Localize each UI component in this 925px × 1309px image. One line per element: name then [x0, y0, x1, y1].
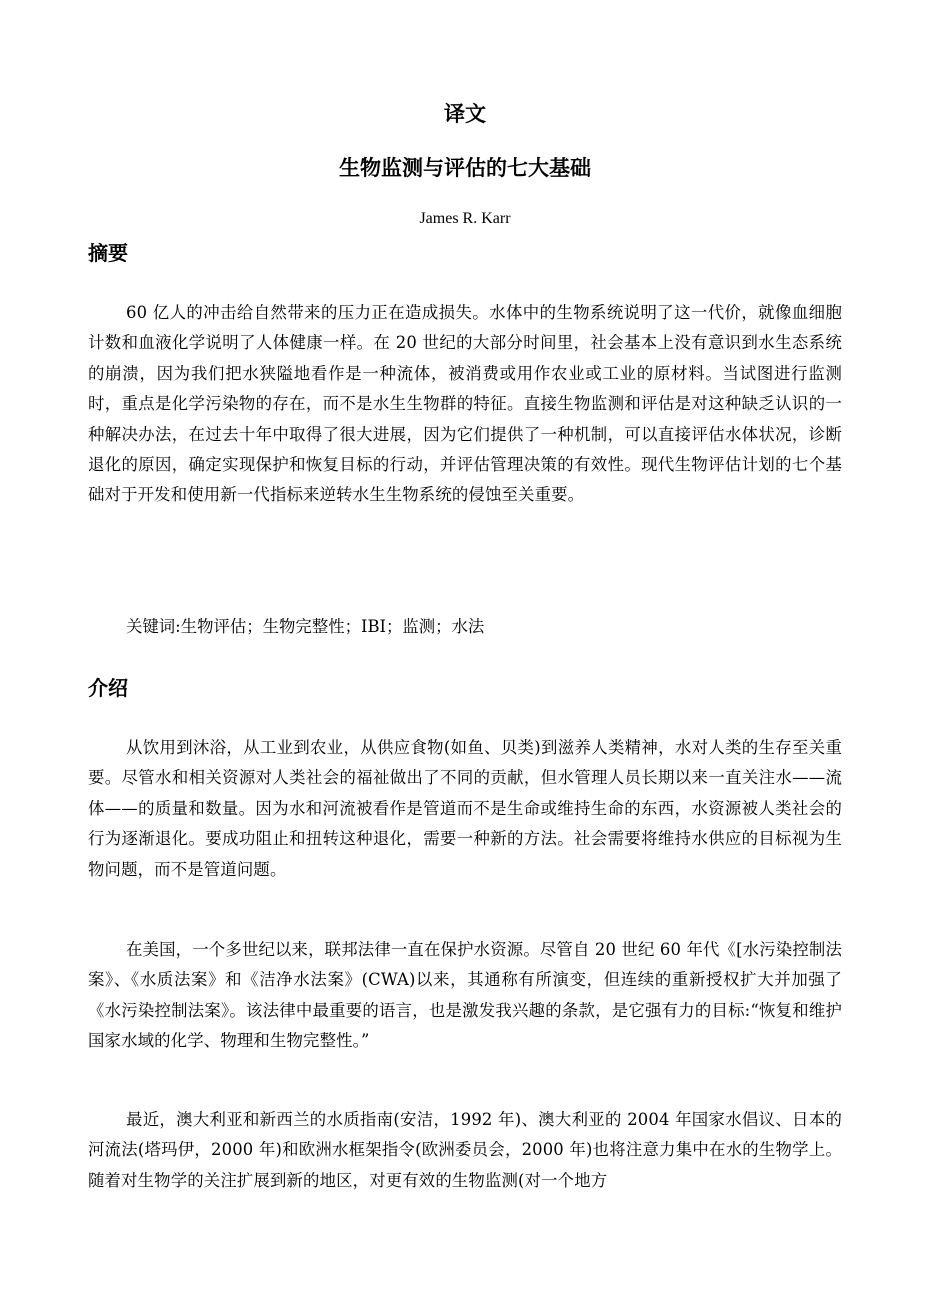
- abstract-heading: 摘要: [88, 241, 128, 265]
- introduction-paragraph-3: 最近，澳大利亚和新西兰的水质指南(安洁，1992 年)、澳大利亚的 2004 年国家水倡议、日本的河流法(塔玛伊，2000 年)和欧洲水框架指令(欧洲委员会，2000 年)也将注意力集中在水的生物学上。随着对生物学的关注扩展到新的地区，对更有效的生物监测(对一个地方: [88, 1110, 842, 1190]
- keywords-line: 关键词:生物评估；生物完整性；IBI；监测；水法: [126, 617, 485, 636]
- abstract-paragraph: 60 亿人的冲击给自然带来的压力正在造成损失。水体中的生物系统说明了这一代价，就像血细胞计数和血液化学说明了人体健康一样。在 20 世纪的大部分时间里，社会基本上没有意识到水生态系统的崩溃，因为我们把水狭隘地看作是一种流体，被消费或用作农业或工业的原材料。当试图进行监测时，重点是化学污染物的存在，而不是水生生物群的特征。直接生物监测和评估是对这种缺乏认识的一种解决办法，在过去十年中取得了很大进展，因为它们提供了一种机制，可以直接评估水体状况，诊断退化的原因，确定实现保护和恢复目标的行动，并评估管理决策的有效性。现代生物评估计划的七个基础对于开发和使用新一代指标来逆转水生生物系统的侵蚀至关重要。: [88, 303, 842, 505]
- introduction-heading: 介绍: [88, 676, 128, 700]
- document-author: James R. Karr: [419, 210, 511, 227]
- document-title: 生物监测与评估的七大基础: [339, 156, 591, 180]
- document-label: 译文: [444, 102, 486, 126]
- introduction-paragraph-1: 从饮用到沐浴，从工业到农业，从供应食物(如鱼、贝类)到滋养人类精神，水对人类的生存至关重要。尽管水和相关资源对人类社会的福祉做出了不同的贡献，但水管理人员长期以来一直关注水——流体——的质量和数量。因为水和河流被看作是管道而不是生命或维持生命的东西，水资源被人类社会的行为逐渐退化。要成功阻止和扭转这种退化，需要一种新的方法。社会需要将维持水供应的目标视为生物问题，而不是管道问题。: [88, 738, 842, 879]
- introduction-paragraph-2: 在美国，一个多世纪以来，联邦法律一直在保护水资源。尽管自 20 世纪 60 年代《[水污染控制法案》、《水质法案》和《洁净水法案》(CWA)以来，其通称有所演变，但连续的重新授权扩大并加强了《水污染控制法案》。该法律中最重要的语言，也是激发我兴趣的条款，是它强有力的目标:“恢复和维护国家水域的化学、物理和生物完整性。”: [88, 940, 842, 1051]
